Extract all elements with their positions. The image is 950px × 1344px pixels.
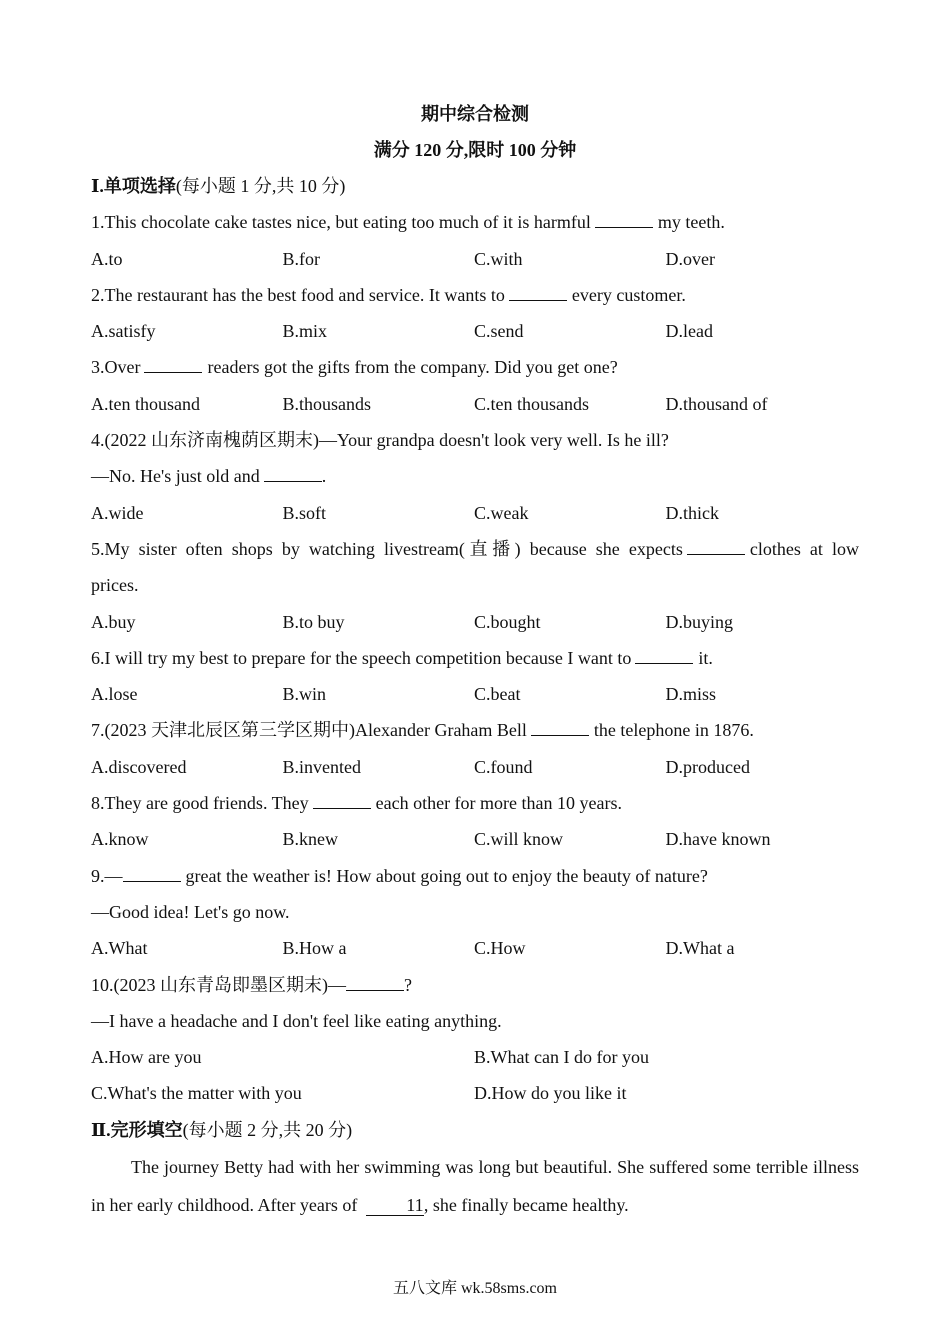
option-c: C.bought [474, 611, 541, 632]
answer-blank [687, 540, 745, 555]
page-subtitle: 满分 120 分,限时 100 分钟 [373, 140, 577, 160]
question-6-text: 6.I will try my best to prepare for the speech competition because I want to [91, 647, 632, 668]
question-5-text-end: clothes at low [749, 538, 859, 559]
question-4-reply-end: . [321, 466, 327, 487]
section-2-heading [91, 1112, 859, 1148]
answer-blank [531, 721, 589, 736]
answer-blank [264, 467, 322, 482]
option-c: C.found [474, 756, 533, 777]
option-d: D.buying [665, 611, 733, 632]
question-6 [91, 640, 859, 676]
question-10-options-row-1 [91, 1039, 859, 1075]
answer-blank [509, 286, 567, 301]
question-8 [91, 785, 859, 821]
question-1-options [91, 241, 859, 277]
question-8-options [91, 821, 859, 857]
question-5-options [91, 604, 859, 640]
option-c: C.weak [474, 502, 529, 523]
option-d: D.thick [665, 502, 719, 523]
cloze-passage-text-end: , she finally became healthy. [423, 1195, 629, 1216]
question-3-options [91, 386, 859, 422]
option-a: A.How are you [91, 1047, 202, 1068]
question-7-options [91, 749, 859, 785]
section-2-note: (每小题 2 分,共 20 分) [182, 1119, 353, 1140]
option-a: A.know [91, 829, 149, 850]
option-c: C.What's the matter with you [91, 1083, 302, 1104]
question-9-reply-text: —Good idea! Let's go now. [91, 901, 290, 922]
question-3-text: 3.Over [91, 357, 141, 378]
option-c: C.with [474, 248, 523, 269]
question-4-text: 4.(2022 山东济南槐荫区期末)—Your grandpa doesn't look very well. Is he ill? [91, 430, 669, 451]
question-3-text-end: readers got the gifts from the company. Did you get one? [207, 357, 618, 378]
answer-blank [123, 867, 181, 882]
question-5-text: 5.My sister often shops by watching livestream(直播) because she expects [91, 538, 683, 559]
option-d: D.over [665, 248, 715, 269]
question-10-text: 10.(2023 山东青岛即墨区期末)— [91, 974, 346, 995]
question-2 [91, 277, 859, 313]
option-b: B.for [282, 248, 320, 269]
question-4-reply [91, 458, 859, 494]
option-d: D.miss [665, 684, 717, 705]
question-8-text: 8.They are good friends. They [91, 793, 309, 814]
answer-blank [635, 649, 693, 664]
section-1-heading [91, 168, 859, 204]
option-d: D.thousand of [665, 393, 768, 414]
question-9-text-end: great the weather is! How about going out to enjoy the beauty of nature? [185, 865, 708, 886]
question-2-options [91, 313, 859, 349]
option-a: A.What [91, 938, 148, 959]
option-b: B.How a [282, 938, 347, 959]
question-10-reply [91, 1003, 859, 1039]
option-c: C.beat [474, 684, 521, 705]
section-1-note: (每小题 1 分,共 10 分) [175, 176, 346, 196]
option-a: A.satisfy [91, 321, 156, 342]
answer-blank [346, 976, 404, 991]
option-a: A.discovered [91, 756, 187, 777]
option-d: D.What a [665, 938, 735, 959]
question-2-text-end: every customer. [571, 284, 686, 305]
question-8-text-end: each other for more than 10 years. [375, 793, 623, 814]
option-c: C.send [474, 321, 524, 342]
question-10-options-row-2 [91, 1075, 859, 1111]
option-b: B.thousands [282, 393, 372, 414]
question-2-text: 2.The restaurant has the best food and service. It wants to [91, 284, 505, 305]
question-9 [91, 858, 859, 894]
option-a: A.buy [91, 611, 136, 632]
question-7 [91, 712, 859, 748]
option-b: B.mix [282, 321, 328, 342]
question-9-reply [91, 894, 859, 930]
question-4-reply-text: —No. He's just old and [91, 466, 260, 487]
option-c: C.How [474, 938, 526, 959]
question-4 [91, 422, 859, 458]
cloze-passage-text: The journey Betty had with her swimming was long but beautiful. She suffered some terrible illness in her early childhood. After years of [91, 1157, 859, 1216]
page-title: 期中综合检测 [421, 104, 529, 124]
question-7-text: 7.(2023 天津北辰区第三学区期中)Alexander Graham Bell [91, 720, 527, 741]
option-a: A.lose [91, 684, 138, 705]
question-1-text-end: my teeth. [657, 212, 725, 233]
cloze-blank-11: 11 [366, 1195, 424, 1216]
question-4-options [91, 495, 859, 531]
question-10-reply-text: —I have a headache and I don't feel like eating anything. [91, 1010, 502, 1031]
option-c: C.ten thousands [474, 393, 589, 414]
option-d: D.How do you like it [474, 1083, 627, 1104]
section-2-title: Ⅱ.完形填空 [91, 1119, 183, 1140]
option-b: B.win [282, 684, 327, 705]
option-a: A.to [91, 248, 123, 269]
question-6-options [91, 676, 859, 712]
answer-blank [144, 358, 202, 373]
question-9-options [91, 930, 859, 966]
question-5-text-line2: prices. [91, 575, 139, 596]
question-1 [91, 204, 859, 240]
question-7-text-end: the telephone in 1876. [593, 720, 754, 741]
section-1-title: Ⅰ.单项选择 [91, 176, 176, 196]
question-3 [91, 349, 859, 385]
option-b: B.to buy [282, 611, 345, 632]
page-footer: 五八文库 wk.58sms.com [392, 1280, 557, 1297]
question-6-text-end: it. [698, 647, 713, 668]
answer-blank [313, 794, 371, 809]
option-b: B.soft [282, 502, 327, 523]
exam-page [91, 96, 859, 1224]
option-b: B.invented [282, 756, 361, 777]
option-c: C.will know [474, 829, 564, 850]
cloze-passage [91, 1148, 859, 1224]
question-10 [91, 967, 859, 1003]
option-d: D.have known [665, 829, 771, 850]
option-b: B.knew [282, 829, 338, 850]
answer-blank [595, 213, 653, 228]
question-1-text: 1.This chocolate cake tastes nice, but eating too much of it is harmful [91, 212, 591, 233]
option-d: D.lead [665, 321, 713, 342]
question-5 [91, 531, 859, 567]
option-a: A.wide [91, 502, 144, 523]
question-5-continued [91, 567, 859, 603]
option-d: D.produced [665, 756, 750, 777]
option-b: B.What can I do for you [474, 1047, 649, 1068]
question-9-text: 9.— [91, 865, 123, 886]
option-a: A.ten thousand [91, 393, 200, 414]
question-10-text-end: ? [404, 974, 412, 995]
